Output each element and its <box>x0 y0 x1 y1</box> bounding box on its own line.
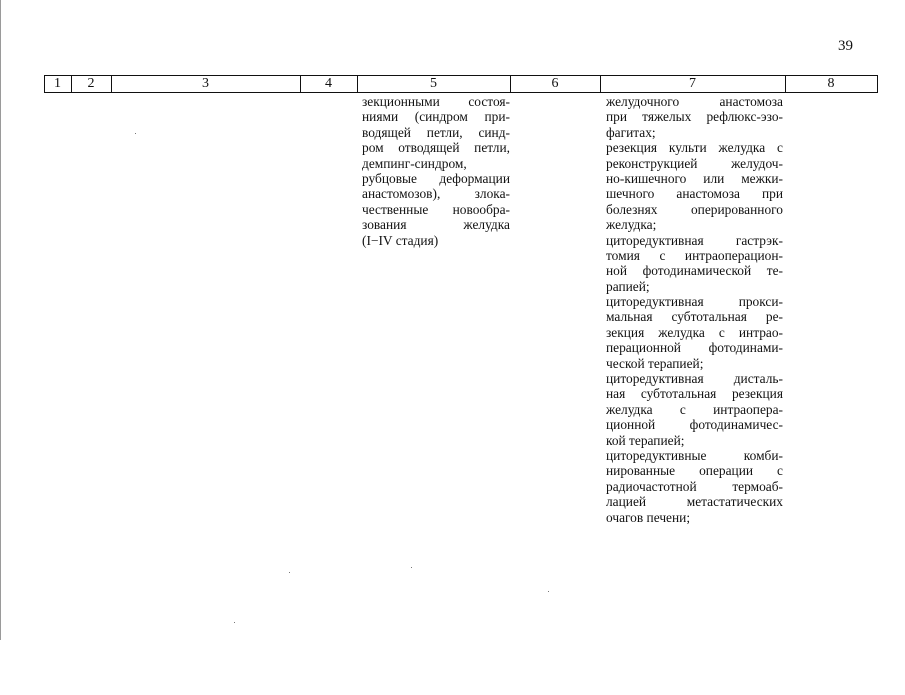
text-line: перационной фотодинами- <box>606 340 783 356</box>
scan-speck <box>411 567 412 568</box>
column-number-5: 5 <box>430 76 437 91</box>
text-line: нированные операции с <box>606 463 783 479</box>
column-border <box>877 75 878 92</box>
text-line: желудка с интраопера- <box>606 401 783 417</box>
scan-speck <box>234 622 235 623</box>
page-number: 39 <box>838 38 853 54</box>
text-line: демпинг-синдром, <box>362 155 467 171</box>
text-line: болезнях оперированного <box>606 201 783 217</box>
column-number-2: 2 <box>87 76 95 91</box>
text-line: ционной фотодинамичес- <box>606 417 783 433</box>
text-line: циторедуктивная дисталь- <box>606 371 783 387</box>
column-5-text <box>362 94 510 248</box>
text-line: зекционными состоя- <box>362 94 510 109</box>
text-line: ниями (синдром при- <box>362 109 510 125</box>
text-line: при тяжелых рефлюкс-эзо- <box>606 109 783 125</box>
column-number-8: 8 <box>827 76 835 91</box>
text-line: ной фотодинамической те- <box>606 263 783 279</box>
text-line: но-кишечного или межки- <box>606 170 783 186</box>
text-line: желудочного анастомоза <box>606 94 783 109</box>
text-line: ная субтотальная резекция <box>606 386 783 402</box>
text-line: циторедуктивная гастрэк- <box>606 232 783 248</box>
text-line: фагитах; <box>606 124 656 140</box>
text-line: анастомозов), злока- <box>362 186 510 202</box>
text-line: циторедуктивная прокси- <box>606 294 783 310</box>
text-line: лацией метастатических <box>606 494 783 510</box>
scan-edge <box>0 0 1 640</box>
scan-speck <box>289 572 290 573</box>
table-header-bottom-border <box>44 92 878 93</box>
scan-speck <box>548 591 549 592</box>
text-line: рубцовые деформации <box>362 170 510 186</box>
column-number-1: 1 <box>54 76 61 91</box>
text-line: резекция культи желудка с <box>606 140 783 156</box>
text-line: ческой терапией; <box>606 355 704 371</box>
text-line: кой терапией; <box>606 432 685 448</box>
scan-speck <box>135 133 136 134</box>
text-line: радиочастотной термоаб- <box>606 478 783 494</box>
text-line: чественные новообра- <box>362 201 510 217</box>
text-line: шечного анастомоза при <box>606 186 783 202</box>
text-line: желудка; <box>606 217 657 233</box>
column-number-4: 4 <box>325 76 332 91</box>
text-line: рапией; <box>606 278 650 294</box>
text-line: очагов печени; <box>606 509 691 525</box>
text-line: томия с интраоперацион- <box>606 247 783 263</box>
text-line: ром отводящей петли, <box>362 140 510 156</box>
column-number-7: 7 <box>689 76 696 91</box>
column-number-6: 6 <box>551 76 559 91</box>
text-line: зования желудка <box>362 217 510 233</box>
text-line: мальная субтотальная ре- <box>606 309 783 325</box>
text-line: (I−IV стадия) <box>362 232 439 248</box>
text-line: водящей петли, синд- <box>362 124 510 140</box>
column-7-text <box>606 94 783 525</box>
text-line: реконструкцией желудоч- <box>606 155 783 171</box>
text-line: зекция желудка с интрао- <box>606 324 783 340</box>
column-number-3: 3 <box>202 76 209 91</box>
text-line: циторедуктивные комби- <box>606 447 783 463</box>
